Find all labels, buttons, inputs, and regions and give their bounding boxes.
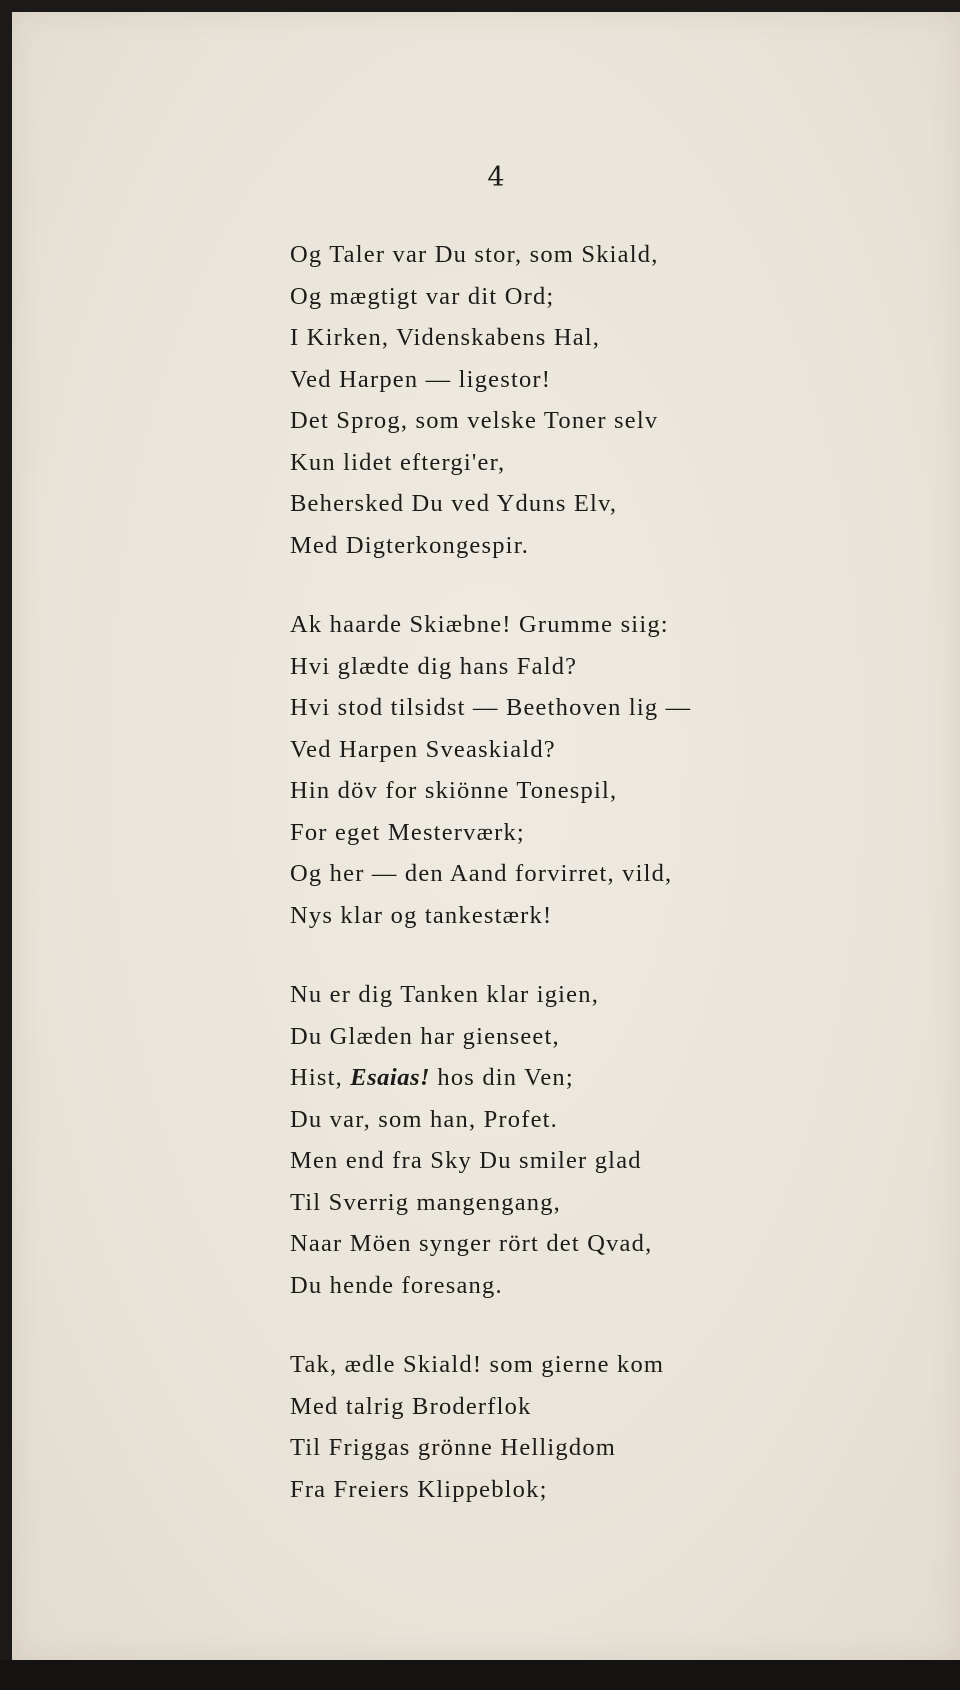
poem-line: Ved Harpen Sveaskiald? bbox=[290, 735, 556, 763]
stanza-3 bbox=[290, 974, 750, 1306]
poem-line: Hvi stod tilsidst — Beethoven lig — bbox=[290, 694, 692, 721]
poem-line: Tak, ædle Skiald! som gierne kom bbox=[290, 1351, 665, 1378]
scan-bottom-edge bbox=[0, 1660, 960, 1690]
poem-line: Med Digterkongespir. bbox=[290, 531, 530, 559]
poem-line: Til Sverrig mangengang, bbox=[290, 1188, 561, 1216]
poem-line: Behersked Du ved Yduns Elv, bbox=[290, 490, 618, 517]
poem-line: Du hende foresang. bbox=[290, 1271, 503, 1299]
poem-line: Kun lidet eftergi'er, bbox=[290, 448, 506, 476]
emphasized-name: Esaias! bbox=[350, 1064, 431, 1091]
line-prefix: Hist, bbox=[290, 1064, 351, 1091]
poem-line: Hvi glædte dig hans Fald? bbox=[290, 652, 578, 680]
poem-line: Ak haarde Skiæbne! Grumme siig: bbox=[290, 611, 669, 638]
page-number: 4 bbox=[487, 162, 505, 193]
stanza-2 bbox=[290, 604, 750, 936]
poem-line: Du var, som han, Profet. bbox=[290, 1105, 559, 1133]
line-suffix: hos din Ven; bbox=[430, 1064, 574, 1091]
poem-line: Nys klar og tankestærk! bbox=[290, 901, 553, 929]
poem-line: For eget Mesterværk; bbox=[290, 818, 525, 846]
stanza-1 bbox=[290, 234, 750, 566]
poem-line: Fra Freiers Klippeblok; bbox=[290, 1475, 548, 1503]
poem bbox=[290, 234, 750, 1548]
poem-line: Naar Möen synger rört det Qvad, bbox=[290, 1230, 653, 1257]
poem-line: Ved Harpen — ligestor! bbox=[290, 365, 552, 393]
poem-line: Du Glæden har gienseet, bbox=[290, 1022, 560, 1050]
poem-line: Men end fra Sky Du smiler glad bbox=[290, 1147, 642, 1174]
poem-line: Med talrig Broderflok bbox=[290, 1392, 532, 1420]
poem-line: I Kirken, Videnskabens Hal, bbox=[290, 324, 601, 351]
poem-line: Og Taler var Du stor, som Skiald, bbox=[290, 241, 659, 268]
book-page bbox=[12, 12, 960, 1660]
poem-line: Og her — den Aand forvirret, vild, bbox=[290, 860, 673, 887]
poem-line: Og mægtigt var dit Ord; bbox=[290, 282, 555, 310]
poem-line: Nu er dig Tanken klar igien, bbox=[290, 981, 600, 1008]
poem-line: Hin döv for skiönne Tonespil, bbox=[290, 777, 618, 804]
poem-line-with-emphasis bbox=[290, 1057, 750, 1099]
stanza-4 bbox=[290, 1344, 750, 1510]
poem-line: Til Friggas grönne Helligdom bbox=[290, 1434, 617, 1461]
poem-line: Det Sprog, som velske Toner selv bbox=[290, 407, 659, 434]
